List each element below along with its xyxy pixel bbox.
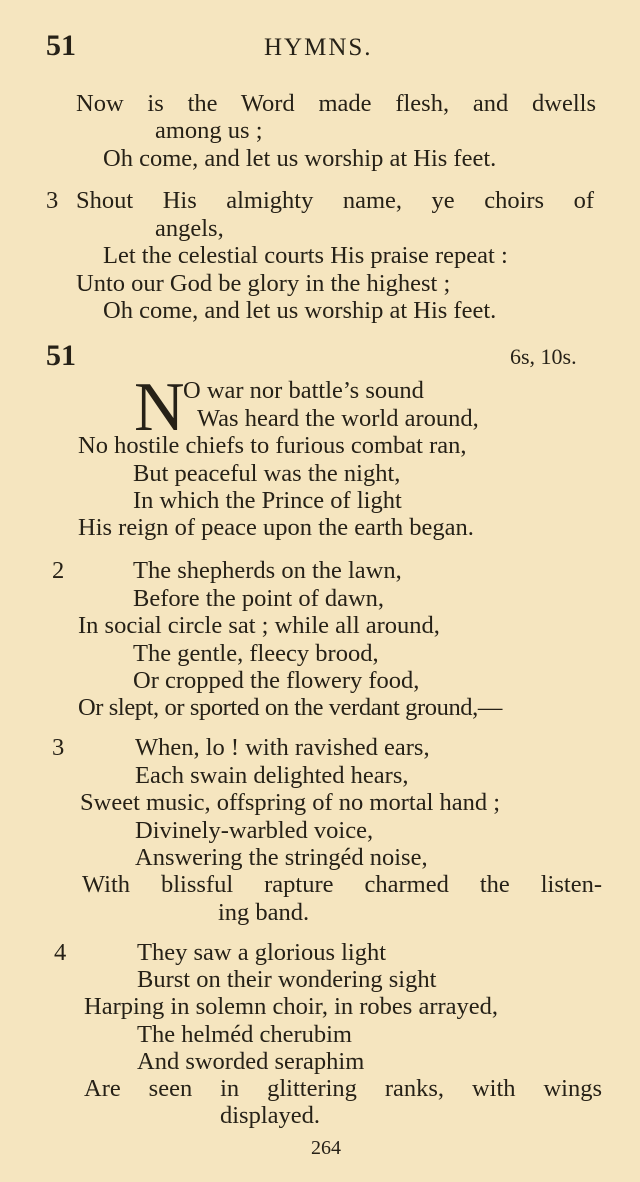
verse-line: Or cropped the flowery food, [133, 667, 420, 694]
verse-line: His reign of peace upon the earth began. [78, 514, 474, 541]
header-hymn-number: 51 [46, 29, 76, 62]
verse-line: among us ; [155, 117, 263, 144]
verse-number: 3 [46, 187, 59, 214]
verse-line: Sweet music, offspring of no mortal hand ; [80, 789, 501, 816]
verse-line: displayed. [220, 1102, 321, 1129]
verse-line: Or slept, or sported on the verdant ground,— [78, 694, 502, 721]
verse-line: The shepherds on the lawn, [133, 557, 402, 584]
hymn-number: 51 [46, 339, 76, 372]
verse-line: When, lo ! with ravished ears, [135, 734, 430, 761]
verse-line: Unto our God be glory in the highest ; [76, 270, 451, 297]
running-title: HYMNS. [264, 34, 373, 61]
verse-line: With blissful rapture charmed the listen- [82, 871, 602, 898]
verse-line: No hostile chiefs to furious combat ran, [78, 432, 467, 459]
verse-line: Before the point of dawn, [133, 585, 385, 612]
verse-line: O war nor battle’s sound [183, 377, 424, 404]
verse-line: Shout His almighty name, ye choirs of [76, 187, 594, 214]
verse-line: Are seen in glittering ranks, with wings [84, 1075, 602, 1102]
verse-number: 2 [52, 557, 65, 584]
verse-line: Oh come, and let us worship at His feet. [103, 297, 497, 324]
meter-label: 6s, 10s. [510, 344, 577, 369]
verse-line: Harping in solemn choir, in robes arrayed, [84, 993, 499, 1020]
verse-number: 4 [54, 939, 67, 966]
verse-line: Divinely-warbled voice, [135, 817, 374, 844]
verse-line: Each swain delighted hears, [135, 762, 409, 789]
verse-line: angels, [155, 215, 224, 242]
verse-line: Burst on their wondering sight [137, 966, 437, 993]
verse-line: And sworded seraphim [137, 1048, 365, 1075]
verse-line: Was heard the world around, [197, 405, 479, 432]
verse-line: But peaceful was the night, [133, 460, 401, 487]
verse-line: In social circle sat ; while all around, [78, 612, 440, 639]
verse-line: Oh come, and let us worship at His feet. [103, 145, 497, 172]
page-number: 264 [311, 1137, 341, 1159]
verse-number: 3 [52, 734, 65, 761]
verse-line: They saw a glorious light [137, 939, 387, 966]
verse-line: ing band. [218, 899, 310, 926]
verse-line: In which the Prince of light [133, 487, 402, 514]
verse-line: Now is the Word made flesh, and dwells [76, 90, 596, 117]
drop-cap: N [134, 369, 185, 446]
verse-line: The helméd cherubim [137, 1021, 352, 1048]
verse-line: Answering the stringéd noise, [135, 844, 428, 871]
verse-line: Let the celestial courts His praise repeat : [103, 242, 508, 269]
verse-line: The gentle, fleecy brood, [133, 640, 379, 667]
